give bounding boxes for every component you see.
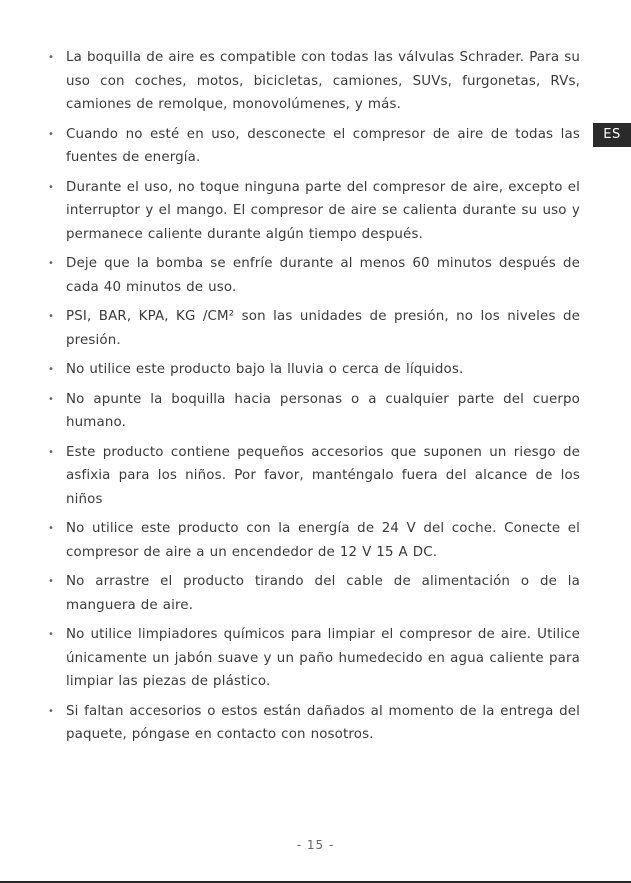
list-item-text: No utilice limpiadores químicos para limpiar el compresor de aire. Utilice únicamente un jabón suave y un paño humedecido en agua caliente para limpiar las piezas de plástico. [66, 627, 580, 689]
bullet-icon: • [48, 393, 55, 405]
safety-instructions-list [48, 46, 580, 753]
list-item-text: No utilice este producto con la energía de 24 V del coche. Conecte el compresor de aire a un encendedor de 12 V 15 A DC. [66, 521, 580, 560]
list-item [48, 623, 580, 694]
list-item [48, 252, 580, 299]
list-item [48, 441, 580, 512]
bullet-icon: • [48, 128, 55, 140]
list-item-text: Si faltan accesorios o estos están dañados al momento de la entrega del paquete, póngase en contacto con nosotros. [66, 703, 580, 742]
list-item-text: Este producto contiene pequeños accesorios que suponen un riesgo de asfixia para los niños. Por favor, manténgalo fuera del alcance de los niños [66, 444, 580, 507]
list-item-text: La boquilla de aire es compatible con todas las válvulas Schrader. Para su uso con coches, motos, bicicletas, camiones, SUVs, furgonetas, RVs, camiones de remolque, monovolúmenes, y más. [66, 50, 580, 112]
bullet-icon: • [48, 629, 55, 640]
list-item [48, 517, 580, 564]
list-item [48, 176, 580, 247]
bullet-icon: • [48, 181, 55, 193]
list-item [48, 46, 580, 117]
list-item-text: Durante el uso, no toque ninguna parte del compresor de aire, excepto el interruptor y el mango. El compresor de aire se calienta durante su uso y permanece caliente durante algún tiempo después. [66, 179, 580, 242]
list-item-text: No apunte la boquilla hacia personas o a cualquier parte del cuerpo humano. [66, 391, 580, 430]
list-item [48, 305, 580, 352]
bullet-icon: • [48, 446, 55, 458]
list-item-text: PSI, BAR, KPA, KG /CM² son las unidades de presión, no los niveles de presión. [66, 309, 580, 348]
bullet-icon: • [48, 705, 55, 717]
bullet-icon: • [48, 52, 55, 63]
bullet-icon: • [48, 258, 55, 269]
bullet-icon: • [48, 523, 55, 534]
list-item-text: Deje que la bomba se enfríe durante al menos 60 minutos después de cada 40 minutos de uso. [66, 256, 580, 295]
list-item [48, 700, 580, 747]
list-item [48, 388, 580, 435]
language-tab: ES [593, 123, 631, 147]
list-item [48, 123, 580, 170]
list-item-text: Cuando no esté en uso, desconecte el compresor de aire de todas las fuentes de energía. [66, 126, 580, 165]
bullet-icon: • [48, 576, 55, 587]
list-item [48, 358, 580, 382]
bullet-icon: • [48, 364, 55, 375]
list-item-text: No utilice este producto bajo la lluvia o cerca de líquidos. [66, 362, 464, 377]
list-item-text: No arrastre el producto tirando del cable de alimentación o de la manguera de aire. [66, 574, 580, 613]
bullet-icon: • [48, 311, 55, 322]
list-item [48, 570, 580, 617]
page-number: - 15 - [296, 838, 335, 852]
